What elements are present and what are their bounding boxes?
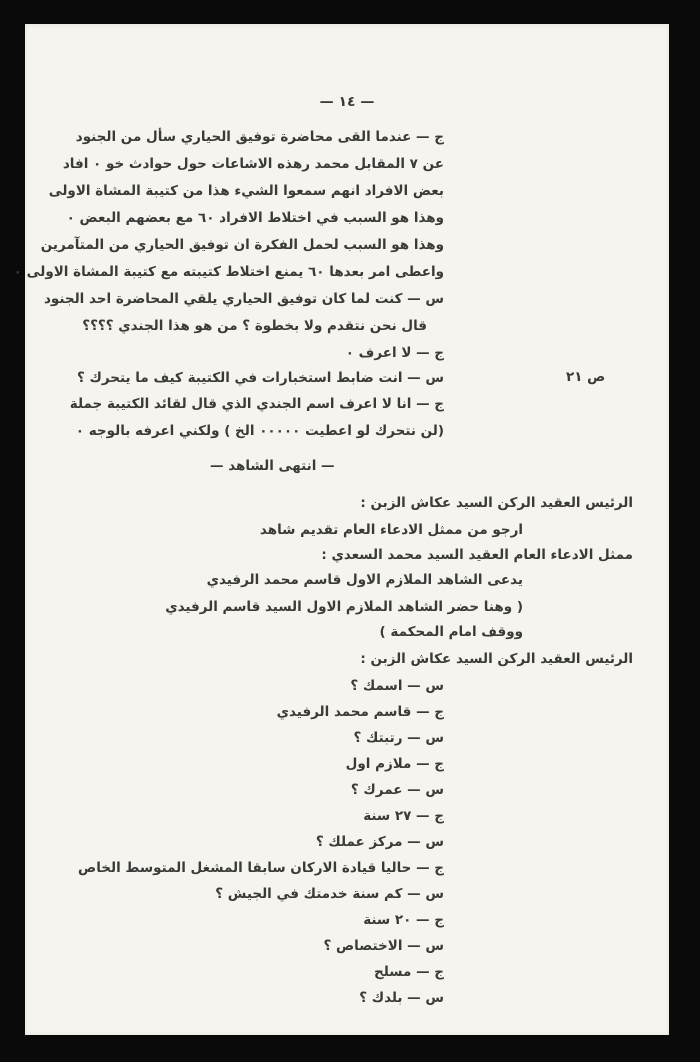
text-line: ج — لا اعرف ٠: [345, 345, 444, 361]
text-line: الرئيس العقيد الركن السيد عكاش الزبن :: [360, 495, 633, 511]
text-line: الرئيس العقيد الركن السيد عكاش الزبن :: [360, 651, 633, 667]
text-line: ج — انا لا اعرف اسم الجندي الذي قال لقائد الكتيبة جملة: [69, 396, 444, 412]
document-page: [13, 24, 669, 1035]
text-line: ( وهنا حضر الشاهد الملازم الاول السيد قاسم الرفيدي: [165, 599, 523, 615]
text-line: ج — عندما القى محاضرة توفيق الحياري سأل من الجنود: [75, 129, 444, 145]
text-line: ج — قاسم محمد الرفيدي: [276, 704, 444, 720]
text-line: ج — ٢٠ سنة: [363, 912, 444, 928]
text-line: س — رتبتك ؟: [353, 730, 444, 746]
text-line: ارجو من ممثل الادعاء العام تقديم شاهد: [259, 522, 523, 538]
text-line: ج — ٢٧ سنة: [363, 808, 444, 824]
text-line: س — بلدك ؟: [359, 990, 444, 1006]
text-line: س — كم سنة خدمتك في الجيش ؟: [215, 886, 444, 902]
text-line: ج — حاليا قيادة الاركان سابقا المشغل المتوسط الخاص: [78, 860, 444, 876]
text-line: بعض الافراد انهم سمعوا الشيء هذا من كتيبة المشاة الاولى: [48, 183, 444, 199]
text-line: يدعى الشاهد الملازم الاول قاسم محمد الرفيدي: [206, 572, 523, 588]
page-number: — ١٤ —: [319, 94, 375, 110]
text-line: واعطى امر بعدها ٦٠ يمنع اختلاط كتيبته مع كتيبة المشاة الاولى ٠: [13, 264, 444, 280]
text-line: س — انت ضابط استخبارات في الكتيبة كيف ما يتحرك ؟: [77, 370, 444, 386]
text-line: س — كنت لما كان توفيق الحياري يلقي المحاضرة احد الجنود: [43, 291, 444, 307]
end-of-witness-heading: — انتهى الشاهد —: [210, 458, 335, 474]
text-line: قال نحن نتقدم ولا بخطوة ؟ من هو هذا الجندي ؟؟؟؟: [82, 318, 427, 334]
text-line: ج — ملازم اول: [345, 756, 444, 772]
margin-note: ص ٢١: [566, 369, 606, 385]
text-line: (لن نتحرك لو اعطيت ٠٠٠٠٠ الخ ) ولكني اعرفه بالوجه ٠: [75, 423, 444, 439]
text-line: س — مركز عملك ؟: [315, 834, 444, 850]
text-line: س — الاختصاص ؟: [323, 938, 444, 954]
text-line: ج — مسلح: [374, 964, 444, 980]
text-line: عن ٧ المقابل محمد رهذه الاشاعات حول حوادث خو ٠ افاد: [62, 156, 444, 172]
text-line: وهذا هو السبب في اختلاط الافراد ٦٠ مع بعضهم البعض ٠: [66, 210, 444, 226]
text-line: ووقف امام المحكمة ): [379, 624, 523, 640]
text-line: وهذا هو السبب لحمل الفكرة ان توفيق الحياري من المتآمرين: [40, 237, 444, 253]
text-line: س — اسمك ؟: [350, 678, 444, 694]
text-line: س — عمرك ؟: [350, 782, 444, 798]
text-line: ممثل الادعاء العام العقيد السيد محمد السعدي :: [321, 547, 633, 563]
